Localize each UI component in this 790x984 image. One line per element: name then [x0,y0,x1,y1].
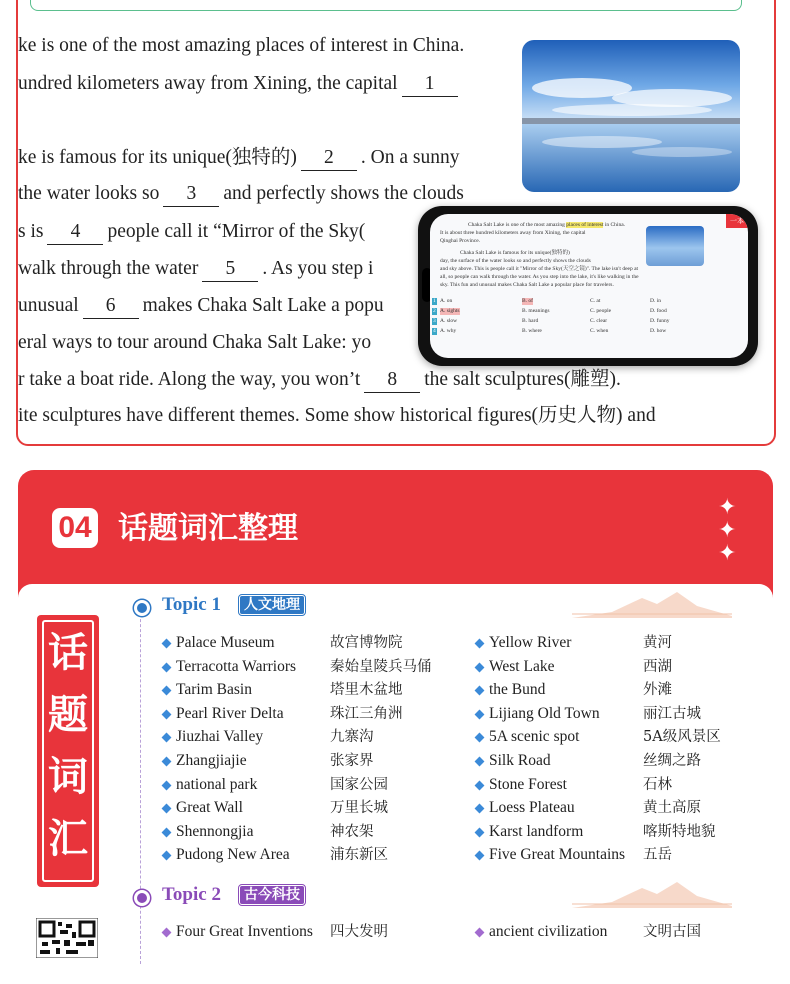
vocab-english: Four Great Inventions [176,923,313,940]
phone-option[interactable]: B. where [522,328,542,334]
phone-option[interactable]: D. in [650,298,661,304]
topic-tag: 人文地理 [240,596,304,614]
vocab-chinese: 国家公园 [330,776,388,793]
vocab-english: Lijiang Old Town [489,704,600,722]
passage-line [18,34,464,58]
answer-blank[interactable]: 8 [364,368,420,393]
sparkle-icon: ✦ [718,517,737,542]
phone-option[interactable]: A. slow [440,318,458,324]
passage-line [18,294,384,319]
side-banner-char: 词 [48,754,88,800]
phone-lake-thumbnail [646,226,704,266]
info-strip [30,0,742,11]
passage-text-segment: undred kilometers away from Xining, the capital [18,73,398,94]
qr-code[interactable] [36,918,98,958]
phone-option[interactable]: B. of [522,298,533,304]
passage-text-segment: makes Chaka Salt Lake a popu [142,295,384,316]
passage-text-segment: unusual [18,295,79,316]
phone-passage-line: and sky above. This is [440,266,489,272]
vocab-chinese: 喀斯特地貌 [643,823,716,840]
vocab-english: Silk Road [489,752,551,769]
phone-option[interactable]: C. when [590,328,609,334]
vocab-english: the Bund [489,681,546,699]
passage-line [18,146,460,171]
vocab-chinese: 西湖 [643,658,672,675]
vocab-english: Great Wall [176,799,243,817]
passage-text-segment: ke is famous for its unique(独特的) [18,147,297,168]
vocab-chinese: 丝绸之路 [643,753,701,769]
vocab-english: Shennongjia [176,822,254,840]
passage-text-segment: the water looks so [18,183,160,204]
phone-passage-line: It is about three hundred kilometers away from Xining, the capital [440,230,586,236]
vocab-english: Yellow River [489,634,572,651]
phone-passage-line: Chaka Salt Lake is one of the most amazing places of interest in China. [468,222,626,228]
vocab-english: West Lake [489,657,555,675]
topic-title: Topic 1 [162,594,221,615]
vocab-chinese: 神农架 [330,823,374,840]
mountain-decoration [572,588,732,618]
passage-line [18,257,373,282]
vocab-chinese: 故宫博物院 [330,635,403,651]
phone-option-number: 4 [433,328,436,334]
phone-passage-line: all, so people can walk through the water [440,274,531,280]
section-number-badge: 04 [52,508,98,548]
vocab-english: Tarim Basin [176,681,252,699]
vocab-english: national park [176,775,258,793]
vocab-chinese: 珠江三角洲 [330,705,403,722]
phone-corner-tag: 一本 [726,214,748,228]
answer-blank[interactable]: 1 [402,72,458,97]
vocab-chinese: 秦始皇陵兵马俑 [330,658,432,675]
passage-text-segment: ite sculptures have different themes. Some show historical figures(历史人物) and [18,405,656,426]
phone-screen [430,214,748,358]
vocab-chinese: 张家界 [330,753,374,769]
sparkle-icon: ✦ [718,540,737,565]
side-banner [37,615,99,887]
phone-passage-line: Chaka Salt Lake is famous for its unique(独特的) [460,250,570,256]
phone-option[interactable]: A. on [440,298,453,304]
vocab-chinese: 四大发明 [330,924,388,940]
phone-passage-line: makes Chaka Salt Lake a popular place for travelers. [497,282,614,288]
vocab-chinese: 黄河 [643,635,672,651]
vocab-chinese: 黄土高原 [643,800,701,817]
phone-option[interactable]: C. people [590,308,612,314]
answer-blank[interactable]: 4 [47,220,103,245]
phone-option[interactable]: B. meanings [522,308,550,314]
answer-blank[interactable]: 2 [301,146,357,171]
phone-passage-line: day, the surface of the water looks so [440,258,522,264]
passage-text-segment: ke is one of the most amazing places of interest in China. [18,35,465,56]
vocab-chinese: 石林 [643,776,672,793]
vocab-chinese: 浦东新区 [330,847,388,864]
phone-option[interactable]: C. at [590,298,601,304]
passage-line [18,72,462,97]
phone-option[interactable]: D. funny [650,318,670,324]
phone-option[interactable]: A. sights [440,308,460,314]
vocab-english: Pearl River Delta [176,704,284,722]
answer-blank[interactable]: 5 [202,257,258,282]
vocab-english: Loess Plateau [489,799,575,817]
passage-line [18,331,371,355]
phone-option[interactable]: D. food [650,308,667,314]
lake-photo [522,40,740,192]
vocab-english: Palace Museum [176,634,275,651]
phone-passage-line: Qinghai Province. [440,238,481,244]
vocab-chinese: 五岳 [643,847,672,864]
vocab-english: Terracotta Warriors [176,657,297,675]
vocab-chinese: 丽江古城 [643,705,701,722]
passage-text-segment: the salt sculptures(雕塑). [424,369,621,390]
vocab-chinese: 外滩 [643,682,672,699]
vocab-english: 5A scenic spot [489,728,580,746]
mountain-decoration [572,878,732,908]
phone-mockup [418,206,758,366]
passage-text-segment: people call it “Mirror of the Sky( [107,221,366,242]
phone-option[interactable]: D. how [650,328,667,334]
section-title: 话题词汇整理 [118,511,298,546]
vocab-chinese: 九寨沟 [330,729,374,746]
vocab-english: Pudong New Area [176,846,290,864]
vocab-chinese: 5A级风景区 [643,729,721,746]
vocab-english: ancient civilization [489,923,608,940]
topic-marker-icon [134,600,150,616]
answer-blank[interactable]: 6 [83,294,139,319]
side-banner-char: 题 [48,692,88,738]
phone-option[interactable]: B. hard [522,318,539,324]
vocab-chinese: 文明古国 [643,924,701,940]
phone-passage-line: people call it "Mirror of the Sky(天空之镜)". The lake isn't deep at [490,266,639,272]
topic-title: Topic 2 [162,884,221,905]
topic-marker-icon [134,890,150,906]
passage-line [18,182,464,207]
vocab-chinese: 塔里木盆地 [330,682,403,699]
passage-text-segment: . As you step i [262,258,374,279]
vocab-english: Stone Forest [489,775,567,793]
passage-text-segment: eral ways to tour around Chaka Salt Lake: yo [18,332,372,353]
phone-option[interactable]: C. clear [590,318,608,324]
passage-text-segment: r take a boat ride. Along the way, you won’t [18,369,361,390]
side-banner-char: 话 [48,630,88,676]
vocab-english: Zhangjiajie [176,752,247,769]
phone-option[interactable]: A. why [440,328,457,334]
phone-option-number: 2 [433,308,436,314]
vocab-english: Five Great Mountains [489,846,626,864]
phone-passage-line: sky. This fun and unusual [440,282,497,288]
vocab-chinese: 万里长城 [330,800,388,817]
passage-text-segment: and perfectly shows the clouds [223,183,464,204]
phone-passage-line: . As you step into the lake, it's like walking in the [530,274,639,280]
phone-option-number: 1 [433,298,436,304]
vocab-english: Karst landform [489,822,584,840]
topic-tag: 古今科技 [240,886,304,904]
passage-line [18,220,365,245]
phone-option-number: 3 [433,318,436,324]
vocab-english: Jiuzhai Valley [176,728,264,746]
topic-timeline [140,604,141,964]
passage-line [18,368,621,393]
sparkle-icon: ✦ [718,494,737,519]
passage-text-segment: s is [18,221,44,242]
passage-line [18,404,656,428]
answer-blank[interactable]: 3 [163,182,219,207]
phone-passage-line: and perfectly shows the clouds [522,258,591,264]
passage-text-segment: walk through the water [18,258,199,279]
passage-text-segment: . On a sunny [360,147,460,168]
side-banner-char: 汇 [48,816,88,862]
